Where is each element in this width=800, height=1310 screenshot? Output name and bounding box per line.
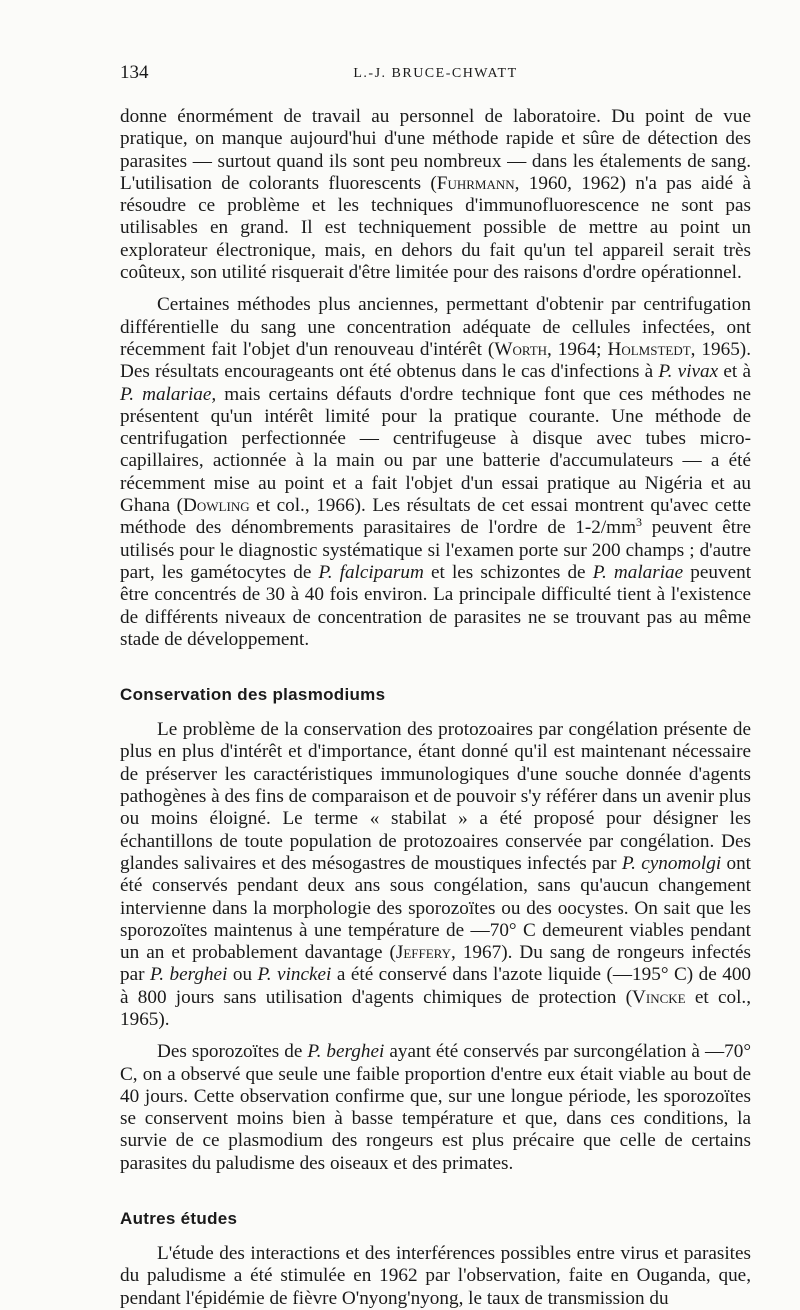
author-citation: Jeffery — [395, 942, 452, 964]
species-name: P. malariae, — [120, 383, 217, 405]
author-citation: Dowling — [183, 495, 250, 517]
text: ou — [227, 964, 258, 986]
author-citation: Worth — [494, 338, 548, 360]
text: , 1960, 1962) n'a pas aidé à résoudre ce problème et les techniques d'immunofluorescence ne sont pas utilisables en grand. Il est techniquement possible de mettre au point un explorateur électronique, mais, en dehors du fait qu'un tel appareil serait très coûteux, son utilité risquerait d'être limitée pour des raisons d'ordre opérationnel. — [120, 172, 751, 284]
paragraph-4 — [120, 1041, 751, 1175]
page-header — [120, 62, 751, 92]
species-name: P. berghei — [307, 1041, 385, 1063]
author-citation: Holmstedt — [607, 338, 691, 360]
superscript: 3 — [636, 515, 643, 530]
text: et les schizontes de — [423, 561, 593, 583]
text: peuvent être utilisés pour le diagnostic systématique si l'examen porte sur 200 champs ; d'autre part, les gamétocytes de — [120, 517, 751, 583]
text: et col., 1966). Les résultats de cet essai montrent qu'avec cette méthode des dénombrements parasitaires de l'ordre de 1-2/mm — [120, 495, 752, 539]
text: ont été conservés pendant deux ans sous congélation, sans qu'aucun changement intervienne dans la morphologie des sporozoïtes ou des oocystes. On sait que les sporozoïtes maintenus à une température de —70° C demeurent viables pendant un an et probablement davantage ( — [120, 852, 751, 964]
text: Le problème de la conservation des protozoaires par congélation présente de plus en plus d'intérêt et d'importance, étant donné qu'il est maintenant nécessaire de préserver les caractéristiques immunologiques d'une souche donnée d'agents pathogènes à des fins de comparaison et de pouvoir s'y référer dans un avenir plus ou moins éloigné. Le terme « stabilat » a été proposé pour désigner les échantillons de toute population de protozoaires conservée par congélation. Des glandes salivaires et des mésogastres de moustiques infectés par — [120, 719, 751, 874]
text: et à — [718, 361, 751, 383]
section-heading: Conservation des plasmodiums — [120, 685, 386, 705]
species-name: P. vivax — [658, 361, 719, 383]
author-citation: Fuhrmann — [436, 172, 515, 194]
species-name: P. vinckei — [257, 964, 332, 986]
page-number: 134 — [120, 62, 149, 83]
paragraph-1 — [120, 106, 751, 284]
section-heading: Autres études — [120, 1209, 238, 1229]
paragraph-2 — [120, 294, 751, 651]
text: Des sporozoïtes de — [157, 1041, 308, 1063]
paragraph-5 — [120, 1243, 751, 1310]
text: Certaines méthodes plus anciennes, permettant d'obtenir par centrifugation différentielle du sang une concentration adéquate de cellules infectées, ont récemment fait l'objet d'un renouveau d'intérêt ( — [120, 294, 751, 360]
paragraph-3 — [120, 719, 751, 1031]
text: mais certains défauts d'ordre technique font que ces méthodes ne présentent qu'un intérêt limité pour la pratique courante. Une méthode de centrifugation perfectionnée — centrifugeuse à disque avec tubes micro-capillaires, actionnée à la main ou par une batterie d'accumulateurs — a été récemment mise au point et a fait l'objet d'un essai pratique au Nigéria et au Ghana ( — [120, 383, 751, 517]
text: L'étude des interactions et des interférences possibles entre virus et parasites du paludisme a été stimulée en 1962 par l'observation, faite en Ouganda, que, pendant l'épidémie de fièvre O'nyong'nyong, le taux de transmission du — [120, 1243, 751, 1309]
text: et col., 1965). — [120, 986, 751, 1030]
running-head: L.-J. BRUCE-CHWATT — [353, 66, 518, 81]
text: , 1965). Des résultats encourageants ont été obtenus dans le cas d'infections à — [120, 338, 751, 383]
text: peuvent être concentrés de 30 à 40 fois environ. La principale difficulté tient à l'existence de différents niveaux de concentration de parasites ne se trouvant pas au même stade de développement. — [120, 561, 752, 650]
text: , 1964; — [547, 338, 608, 360]
author-citation: Vincke — [632, 986, 686, 1008]
species-name: P. falciparum — [318, 561, 424, 583]
text: ayant été conservés par surcongélation à —70° C, on a observé que seule une faible proportion d'entre eux était viable au bout de 40 jours. Cette observation confirme que, sur une longue période, les sporozoïtes se conservent moins bien à basse température et que, dans ces conditions, la survie de ce plasmodium des rongeurs est plus précaire que celle de certains parasites du paludisme des oiseaux et des primates. — [120, 1041, 751, 1174]
text: , 1967). Du sang de rongeurs infectés par — [120, 942, 751, 986]
species-name: P. cynomolgi — [621, 852, 722, 874]
species-name: P. berghei — [149, 964, 228, 986]
page — [120, 62, 751, 1310]
text: a été conservé dans l'azote liquide (—195° C) de 400 à 800 jours sans utilisation d'agents chimiques de protection ( — [120, 964, 752, 1008]
species-name: P. malariae — [592, 561, 684, 583]
text: donne énormément de travail au personnel de laboratoire. Du point de vue pratique, on manque aujourd'hui d'une méthode rapide et sûre de détection des parasites — surtout quand ils sont peu nombreux — dans les étalements de sang. L'utilisation de colorants fluorescents ( — [120, 106, 751, 194]
